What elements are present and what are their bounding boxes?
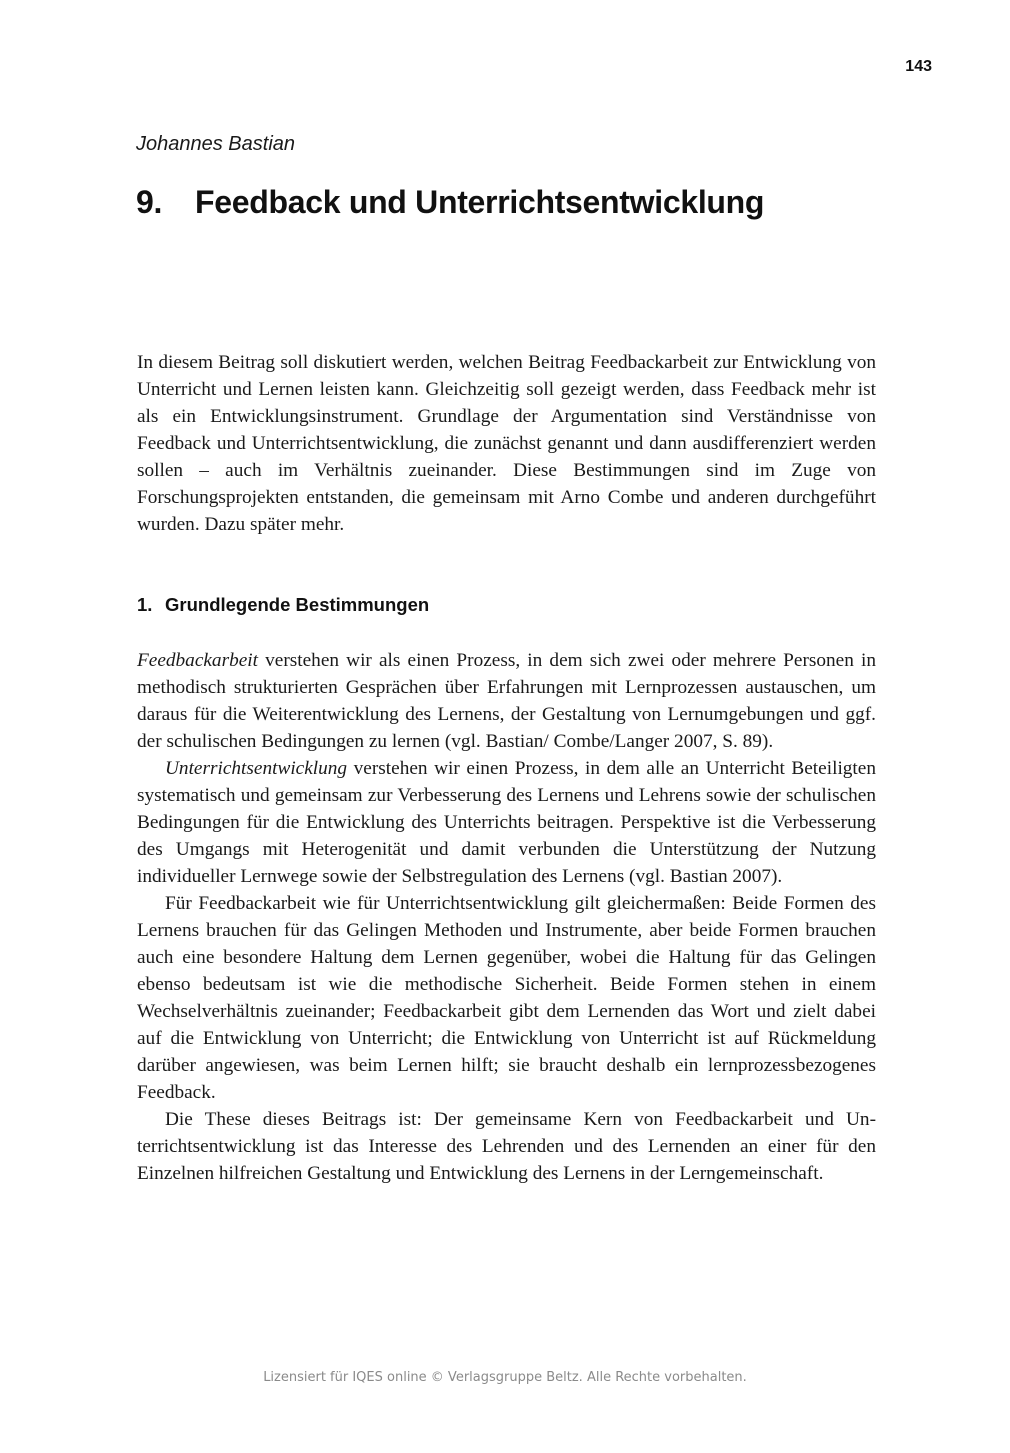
paragraph-unterrichtsentwicklung [137,755,876,890]
paragraph-feedbackarbeit [137,647,876,755]
section-number: 1. [137,594,153,615]
term-unterrichtsentwicklung: Unterrichtsentwicklung [165,758,348,779]
chapter-number: 9. [136,184,163,220]
paragraph-text: verstehen wir als einen Prozess, in dem sich zwei oder mehrere Personen in methodisch strukturierten Gesprächen über Erfahrungen mit Lernprozessen austauschen, um daraus für die Weiterentwicklung des Lernens, der Gestaltung von Lernumgebungen und ggf. der schulischen Bedingungen zu lernen (vgl. Bastian/ Combe/Langer 2007, S. 89). [137,650,876,752]
term-feedbackarbeit: Feedbackarbeit [137,650,258,671]
paragraph-these: Die These dieses Beitrags ist: Der gemeinsame Kern von Feedbackarbeit und Unterrichtsentwicklung ist das Interesse des Lehrenden und des Lernenden an einer für den Einzelnen hilfreichen Gestaltung und Entwicklung des Lernens in der Lerngemeinschaft. [137,1109,876,1184]
section-title: Grundlegende Bestimmungen [165,594,430,615]
section-heading [137,594,429,616]
intro-paragraph: In diesem Beitrag soll diskutiert werden, welchen Beitrag Feedbackarbeit zur Entwicklung von Unterricht und Lernen leisten kann. Gleichzeitig soll gezeigt werden, dass Feedback mehr ist als ein Entwicklungsinstrument. Grundlage der Argumentation sind Verständnisse von Feedback und Unterrichtsentwicklung, die zunächst genannt und dann ausdifferenziert werden sollen – auch im Verhältnis zueinander. Diese Bestimmungen sind im Zuge von Forschungsprojekten entstanden, die gemeinsam mit Arno Combe und anderen durchgeführt wurden. Dazu später mehr. [137,352,876,535]
intro-abstract [137,349,876,538]
paragraph-text: verstehen wir einen Prozess, in dem alle an Unterricht Beteiligten systematisch und gemeinsam zur Verbesserung des Lernens und Lehrens sowie der schulischen Bedingungen für die Entwicklung des Unterrichts beitragen. Perspektive ist die Verbesserung des Umgangs mit Heterogenität und damit verbunden die Unterstützung der Nutzung individueller Lernwege sowie der Selbstregulation des Lernens (vgl. Bastian 2007). [137,758,876,887]
section-body [137,647,876,1187]
chapter-title-text: Feedback und Unterrichtsentwicklung [195,184,765,220]
chapter-title [136,184,764,221]
page-number: 143 [905,58,932,75]
author-name: Johannes Bastian [136,133,296,155]
paragraph-gemeinsamkeiten: Für Feedbackarbeit wie für Unterrichtsentwicklung gilt gleichermaßen: Beide Formen des Lernens brauchen für das Gelingen Methoden und Instrumente, aber beide Formen brauchen auch eine besondere Haltung dem Lernen gegenüber, wobei die Haltung für das Gelingen ebenso bedeutsam ist wie die methodische Sicherheit. Beide Formen stehen in einem Wechselverhältnis zueinander; Feedbackarbeit gibt dem Lernenden das Wort und zielt dabei auf die Entwicklung von Unterricht; die Entwicklung von Unterricht ist auf Rückmeldung darüber angewiesen, was beim Lernen hilft; sie braucht deshalb ein lernprozessbezogenes Feedback. [137,893,876,1103]
license-footer: Lizensiert für IQES online © Verlagsgruppe Beltz. Alle Rechte vorbehalten. [263,1370,747,1385]
